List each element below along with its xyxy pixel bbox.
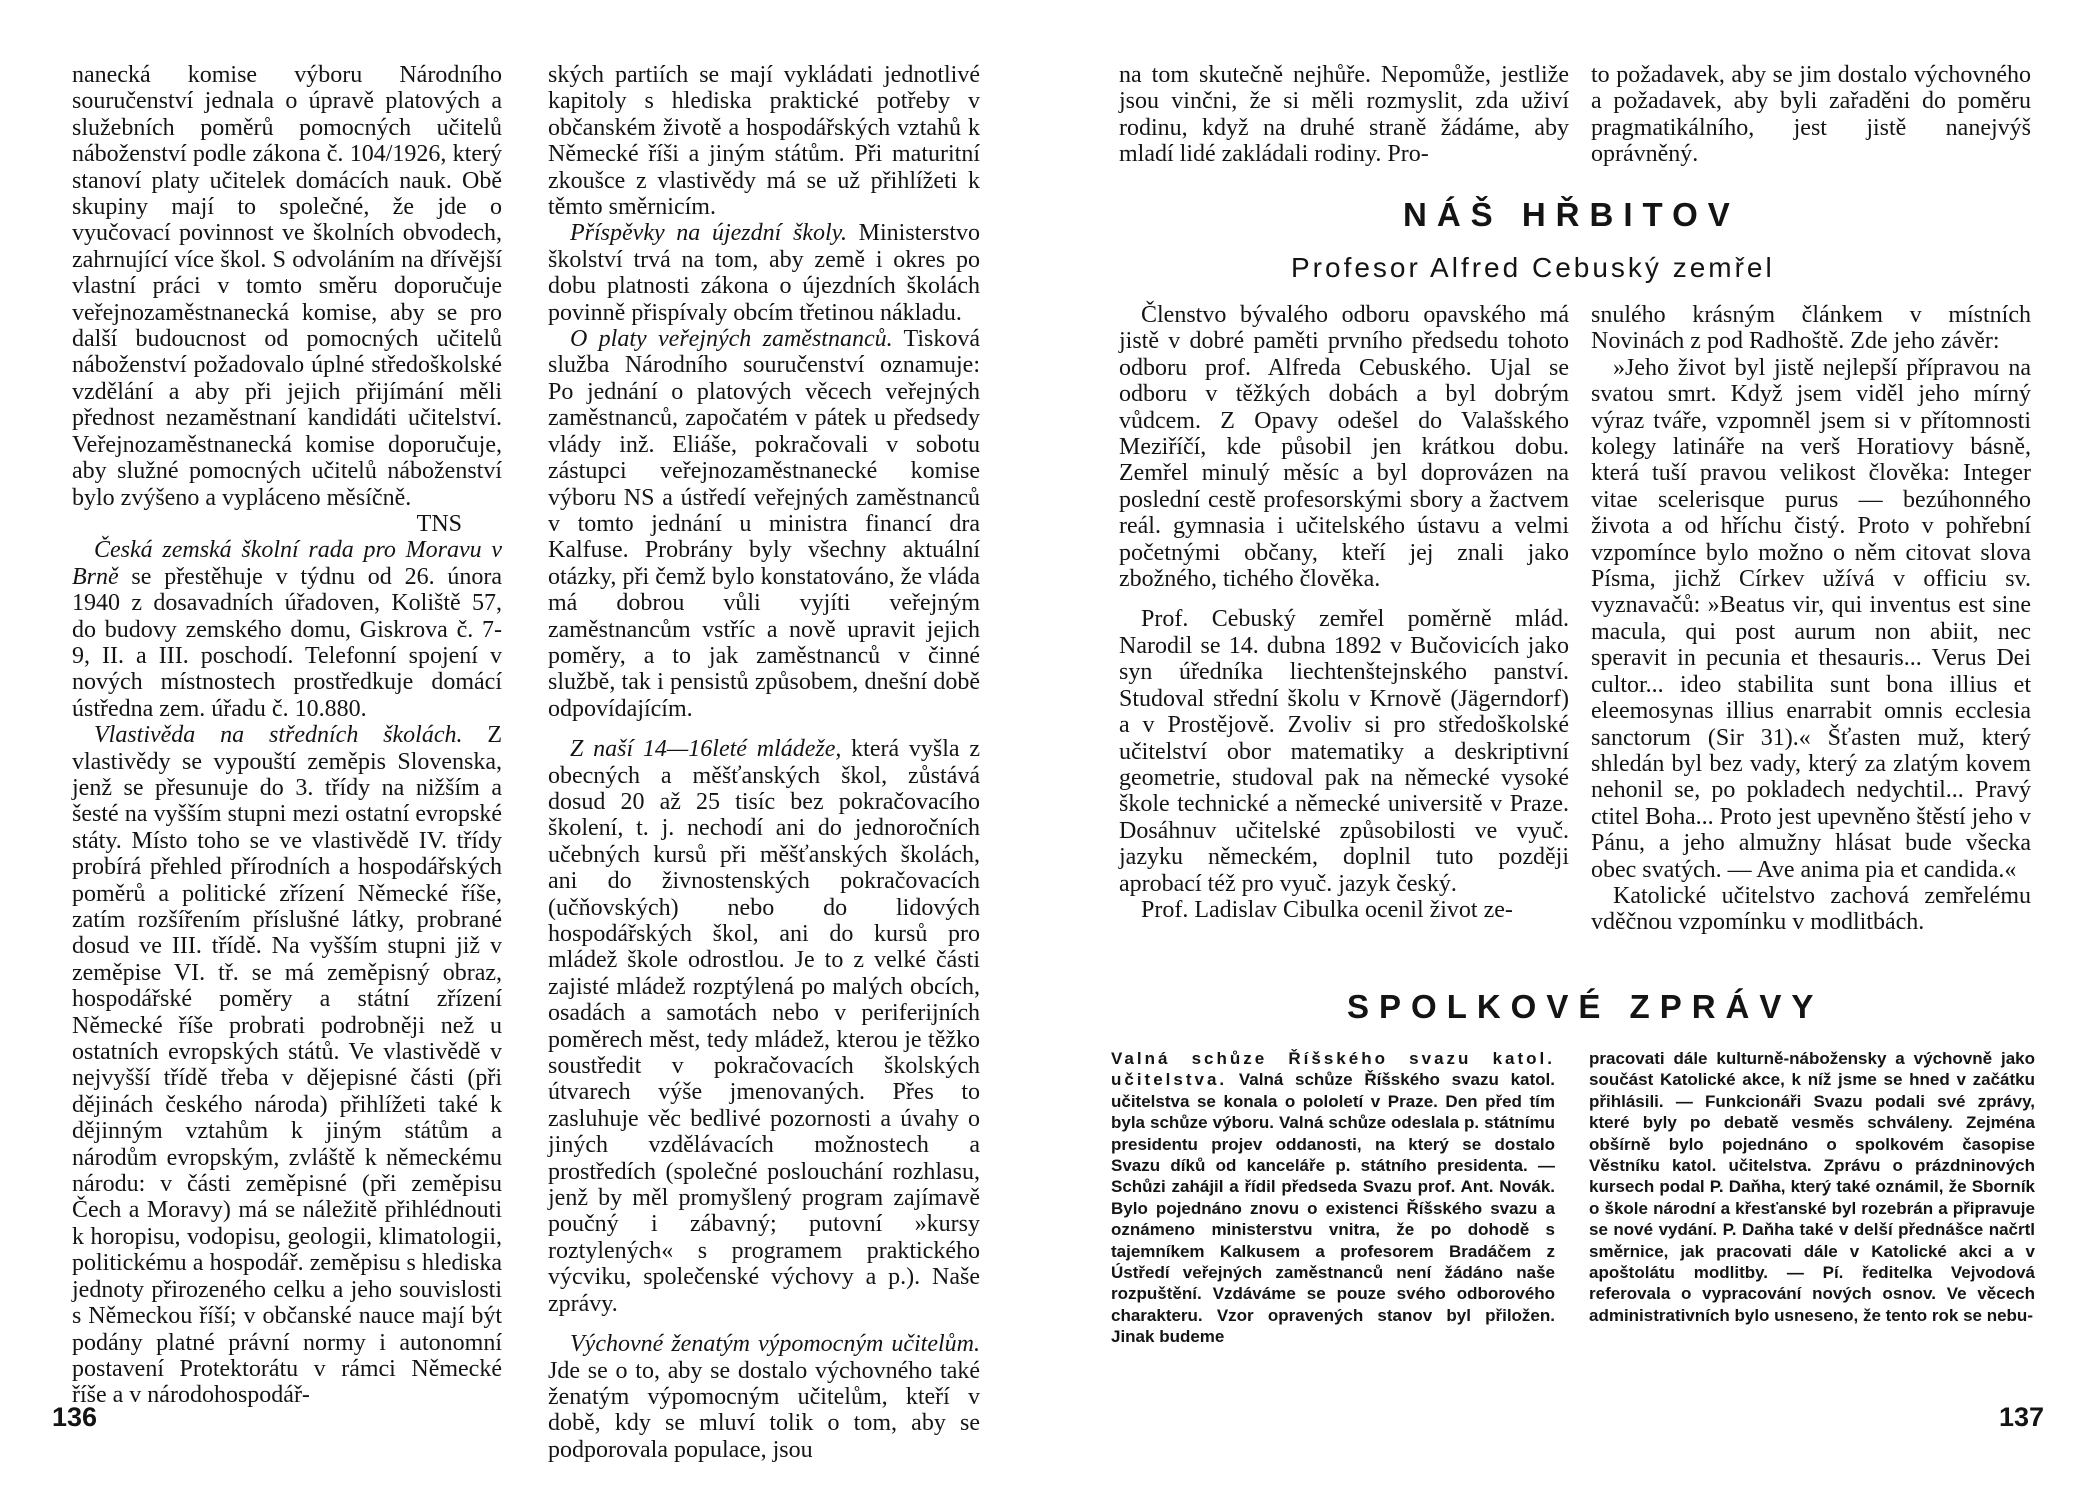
paragraph: snulého krásným článkem v místních Novinách z pod Radhoště. Zde jeho závěr: bbox=[1591, 302, 2031, 355]
left-column-2 bbox=[548, 62, 980, 1463]
obituary-title: Profesor Alfred Cebuský zemřel bbox=[1291, 252, 1775, 283]
paragraph: Z naší 14—16leté mládeže, která vyšla z obecných a měšťanských škol, zůstává dosud 20 až 25 tisíc bez pokračovacího školení, t. j. nechodí ani do jednoročních učebných kursů při měšťanských školách, ani do živnostenských pokračovacích (učňovských) nebo do lidových hospodářských škol, ani do kursů pro mládež škole odrostlou. Je to z velké části zajisté mládež rozptýlená po malých obcích, osadách a samotách nebo v periferijních poměrech měst, tedy mládež, kterou je těžko soustředit v pokračovacích školských útvarech výše jmenovaných. Přes to zasluhuje věc bedlivé pozornosti a úvahy o jiných vzdělávacích možnostech a prostředích (společné poslouchání rozhlasu, jenž by měl promyšlený program zajímavě poučný i zábavný; putovní »kursy roztylených« s programem praktického výcviku, společenské výchovy a p.). Naše zprávy. bbox=[548, 736, 981, 1317]
right-top-column-2 bbox=[1591, 62, 2031, 168]
paragraph: Členstvo bývalého odboru opavského má jistě v dobré paměti prvního předsedu tohoto odboru prof. Alfreda Cebuského. Ujal se odboru v těžkých dobách a byl dobrým vůdcem. Z Opavy odešel do Valašského Meziříčí, kde působil jen krátkou dobu. Zemřel minulý měsíc a byl doprovázen na poslední cestě profesorskými sbory a žactvem reál. gymnasia i učitelského ústavu a velmi početnými občany, kteří jej znali jako zbožného, tichého člověka. bbox=[1119, 302, 1569, 593]
left-column-1 bbox=[72, 62, 502, 1409]
signature-tns: TNS bbox=[416, 510, 462, 537]
paragraph: Výchovné ženatým výpomocným učitelům. Jde se o to, aby se dostalo výchovného také ženatým výpomocným učitelům, kteří v době, kdy se mluví tolik o tom, aby se podporovala populace, jsou bbox=[548, 1331, 980, 1463]
paragraph: to požadavek, aby se jim dostalo výchovného a požadavek, aby byli zařaděni do poměru pragmatikálního, jest jistě nanejvýš oprávněný. bbox=[1591, 62, 2031, 168]
paragraph: ských partiích se mají vykládati jednotlivé kapitoly s hlediska praktické potřeby v občanském životě a hospodářských vztahů k Německé říši a jiným státům. Při maturitní zkoušce z vlastivědy má se už přihlížeti k těmto směrnicím. bbox=[548, 62, 980, 221]
section-title-spolkove-zpravy: SPOLKOVÉ ZPRÁVY bbox=[1347, 988, 1824, 1025]
section-title-hrbitov: NÁŠ HŘBITOV bbox=[1403, 196, 1740, 233]
obituary-column-1 bbox=[1119, 302, 1569, 923]
obituary-column-2 bbox=[1591, 302, 2031, 936]
paragraph: O platy veřejných zaměstnanců. Tisková služba Národního souručenství oznamuje: Po jednání o platových věcech veřejných zaměstnanců, započatém v pátek u předsedy vlády inž. Eliáše, pokračovali v sobotu zástupci veřejnozaměstnanecké komise výboru NS a ústředí veřejných zaměstnanců v tomto jednání u ministra financí dra Kalfuse. Probrány byly všechny aktuální otázky, při čemž bylo konstatováno, že vláda má dobrou vůli vyjíti veřejným zaměstnancům vstříc a nově upravit jejich poměry, a to jak zaměstnanců v činné službě, tak i pensistů způsobem, dnešní době odpovídajícím. bbox=[548, 326, 980, 722]
paragraph: Prof. Cebuský zemřel poměrně mlád. Narodil se 14. dubna 1892 v Bučovicích jako syn úředníka liechtenštejnského panství. Studoval střední školu v Krnově (Jägerndorf) a v Prostějově. Zvoliv si pro středoškolské učitelství obor matematiky a deskriptivní geometrie, studoval pak na německé vysoké škole technické a německé universitě v Praze. Dosáhnuv učitelské způsobilosti ve vyuč. jazyku německém, doplnil tuto později aprobací též pro vyuč. jazyk český. bbox=[1119, 606, 1569, 897]
paragraph: Katolické učitelstvo zachová zemřelému vděčnou vzpomínku v modlitbách. bbox=[1591, 882, 2031, 936]
paragraph: Vlastivěda na středních školách. Z vlastivědy se vypouští zeměpis Slovenska, jenž se přesunuje do 3. třídy na nižším a šesté na vyšším stupni mezi ostatní evropské státy. Místo toho se ve vlastivědě IV. třídy probírá přehled přírodních a hospodářských poměrů a politické zřízení Německé říše, zatím rozšířením příslušné látky, probrané dosud ve III. třídě. Na vyšším stupni již v zeměpise VI. tř. se má zeměpisný obraz, hospodářské poměry a státní zřízení Německé říše probrati podrobněji než u ostatních evropských států. Ve vlastivědě v nejvyšší třídě třeba v dějepisné části (při dějinách českého národa) přihlížeti také k dějinným vztahům k jiným státům a národům evropským, zvláště k německému národu: v části zeměpisné (při zeměpisu Čech a Moravy) má se náležitě přihlédnouti k horopisu, vodopisu, geologii, klimatologii, politickému a hospodář. zeměpisu s hlediska jednoty přirozeného celku a jeho souvislosti s Německou říší; v občanské nauce mají být podány platné právní normy i autonomní postavení Protektorátu v rámci Německé říše a v národohospodář- bbox=[72, 722, 502, 1409]
paragraph: Prof. Ladislav Cibulka ocenil život ze- bbox=[1141, 896, 1513, 923]
right-page bbox=[1041, 0, 2082, 1500]
paragraph: Příspěvky na újezdní školy. Ministerstvo školství trvá na tom, aby země i okres po dobu platnosti zákona o újezdních školách povinně přispívaly obcím třetinou nákladu. bbox=[548, 220, 980, 326]
news-column-1 bbox=[1111, 1048, 1555, 1348]
paragraph: nanecká komise výboru Národního souručenství jednala o úpravě platových a služebních poměrů pomocných učitelů náboženství podle zákona č. 104/1926, který stanoví platy učitelek domácích nauk. Obě skupiny mají to společné, že jde o vyučovací povinnost ve školních obvodech, zahrnující více škol. S odvoláním na dřívější vlastní práci v tomto směru doporučuje veřejnozaměstnanecká komise, aby se pro další budoucnost od pomocných učitelů náboženství požadovalo úplné středoškolské vzdělání a aby při jejich přijímání měli přednost nezaměstnaní kandidáti učitelství. Veřejnozaměstnanecká komise doporučuje, aby služné pomocných učitelů náboženství bylo zvýšeno a vypláceno měsíčně. TNS bbox=[72, 62, 502, 537]
paragraph: pracovati dále kulturně-nábožensky a výchovně jako součást Katolické akce, k níž jsme se hned v začátku přihlásili. — Funkcionáři Svazu podali své zprávy, které byly po debatě vesměs schváleny. Zejména obšírně bylo pojednáno o spolkovém časopise Věstníku katol. učitelstva. Zprávu o prázdninových kursech podal P. Daňha, který také oznámil, že Sborník o škole národní a křesťanské byl rozebrán a připravuje se nové vydání. P. Daňha také v delší přednášce načrtl směrnice, jak pracovati dále v Katolické akci a v apoštolátu modlitby. — Pí. ředitelka Vejvodová referovala o vypracování nových osnov. Ve věcech administrativních bylo usneseno, že tento rok se nebu- bbox=[1589, 1049, 2035, 1325]
page-number-left: 136 bbox=[52, 1402, 98, 1432]
right-top-column-1 bbox=[1119, 62, 1569, 168]
paragraph: Valná schůze Říšského svazu katol. učitelstva. Valná schůze Říšského svazu katol. učitelstva se konala o pololetí v Praze. Den před tím byla schůze výboru. Valná schůze odeslala p. státnímu presidentu projev oddanosti, na který se dostalo Svazu díků od kanceláře p. státního presidenta. — Schůzi zahájil a řídil předseda Svazu prof. Ant. Novák. Bylo pojednáno znovu o existenci Říšského svazu a oznámeno ministerstvu vnitra, že po dohodě s tajemníkem Kalkusem a profesorem Bradáčem z Ústředí veřejných zaměstnanců není žádáno naše rozpuštění. Vzdáváme se pouze svého odborového charakteru. Vzor opravených stanov byl přiložen. Jinak budeme bbox=[1111, 1049, 1555, 1347]
page-number-right: 137 bbox=[1999, 1402, 2045, 1432]
paragraph: na tom skutečně nejhůře. Nepomůže, jestliže jsou vinčni, že si měli rozmyslit, zda uživí rodinu, když na druhé straně žádáme, aby mladí lidé zakládali rodiny. Pro- bbox=[1119, 62, 1569, 168]
paragraph: Česká zemská školní rada pro Moravu v Brně se přestěhuje v týdnu od 26. února 1940 z dosavadních úřadoven, Koliště 57, do budovy zemského domu, Giskrova č. 7-9, II. a III. poschodí. Telefonní spojení v nových místnostech prostředkuje domácí ústředna zem. úřadu č. 10.880. bbox=[72, 537, 502, 722]
news-column-2 bbox=[1589, 1048, 2035, 1326]
paragraph: »Jeho život byl jistě nejlepší přípravou na svatou smrt. Když jsem viděl jeho mírný výraz tváře, vzpomněl jsem si v přítomnosti kolegy latináře na verš Horatiovy básně, která tuší pravou velikost člověka: Integer vitae scelerisque purus — bezúhonného života a od hříchu čistý. Proto v pohřební vzpomínce bylo možno o něm citovat slova Písma, jichž Církev užívá v officiu sv. vyznavačů: »Beatus vir, qui inventus est sine macula, qui post aurum non abiit, nec speravit in pecunia et thesauris... Verus Dei cultor... ideo stabilita sunt bona illius et eleemosynas illius enarrabit omnis ecclesia sanctorum (Sir 31).« Šťasten muž, který shledán byl bez vady, který za zlatým kovem nehonil se, po pokladech nedychtil... Pravý ctitel Boha... Proto jest upevněno štěstí jeho v Pánu, a jeho almužny hlásat bude všecka obec svatých. — Ave anima pia et candida.« bbox=[1591, 354, 2031, 883]
